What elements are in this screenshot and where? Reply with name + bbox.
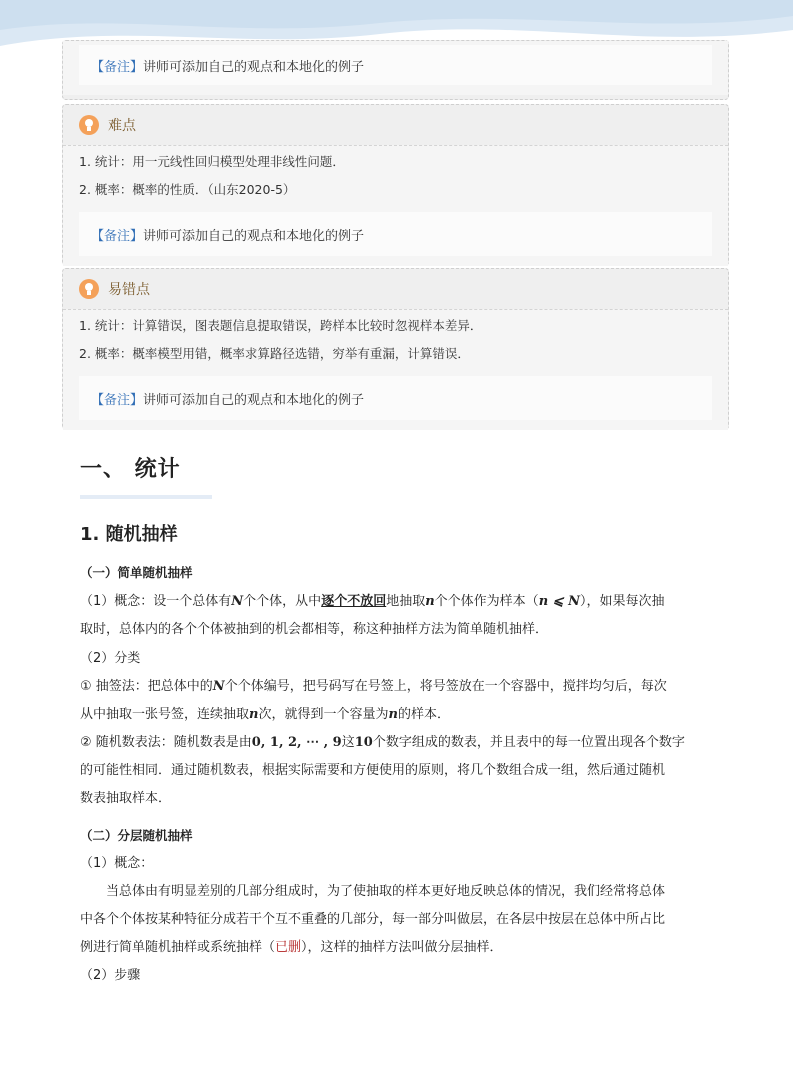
stratified-concept-label: （1）概念： — [80, 856, 154, 871]
difficulty-header — [63, 105, 728, 145]
mistakes-line-2: 2. 概率：概率模型用错，概率求算路径选错，穷举有重漏，计算错误． — [79, 346, 470, 361]
stratified-steps-label: （2）步骤 — [80, 968, 141, 983]
mistakes-body — [63, 309, 728, 430]
remark-panel-top-body — [63, 41, 728, 95]
random-table-paragraph: ② 随机数表法：随机数表是由0, 1, 2, ⋯ , 9这10个数字组成的数表，并且表中的每一位置出现各个数字 的可能性相同．通过随机数表，根据实际需要和方便使用的原则，将几个数组合成一组，然后通过随机 数表抽取样本． — [80, 735, 685, 806]
remark-text: 讲师可添加自己的观点和本地化的例子 — [143, 228, 365, 244]
difficulty-line-2: 2. 概率：概率的性质．（山东2020-5） — [79, 182, 296, 197]
mistakes-title: 易错点 — [108, 282, 150, 298]
simple-sampling-heading: （一）简单随机抽样 — [80, 565, 193, 580]
lottery-method-paragraph: ① 抽签法：把总体中的N个个体编号，把号码写在号签上，将号签放在一个容器中，搅拌均匀后，每次 从中抽取一张号签，连续抽取n次，就得到一个容量为n的样本． — [80, 679, 667, 722]
remark-text: 讲师可添加自己的观点和本地化的例子 — [143, 392, 365, 408]
mistakes-header — [63, 269, 728, 309]
remark-panel-top — [62, 40, 729, 100]
difficulty-title: 难点 — [108, 118, 136, 134]
subsection-title: 1. 随机抽样 — [80, 524, 178, 545]
difficulty-remark — [79, 212, 712, 256]
section-title: 一、 统计 — [80, 457, 181, 482]
difficulty-line-1: 1. 统计：用一元线性回归模型处理非线性问题． — [79, 154, 345, 169]
lightbulb-icon — [79, 279, 99, 299]
remark-text: 讲师可添加自己的观点和本地化的例子 — [143, 59, 365, 75]
simple-classification-label: （2）分类 — [80, 651, 141, 666]
simple-concept-paragraph: （1）概念：设一个总体有N个个体，从中逐个不放回地抽取n个个体作为样本（n ⩽ N），如果每次抽 取时，总体内的各个个体被抽到的机会都相等，称这种抽样方法为简单随机抽样． — [80, 594, 665, 637]
deleted-marker: 已删 — [275, 940, 302, 955]
remark-tag: 【备注】 — [91, 228, 144, 244]
mistakes-line-1: 1. 统计：计算错误，图表题信息提取错误，跨样本比较时忽视样本差异． — [79, 318, 483, 333]
remark-tag: 【备注】 — [91, 59, 144, 75]
remark-tag: 【备注】 — [91, 392, 144, 408]
mistakes-panel — [62, 268, 729, 430]
mistakes-remark — [79, 376, 712, 420]
section-title-underline — [80, 495, 212, 499]
stratified-sampling-heading: （二）分层随机抽样 — [80, 828, 193, 843]
difficulty-panel — [62, 104, 729, 266]
lightbulb-icon — [79, 115, 99, 135]
stratified-concept-paragraph: 当总体由有明显差别的几部分组成时，为了使抽取的样本更好地反映总体的情况，我们经常将总体 中各个个体按某种特征分成若干个互不重叠的几部分，每一部分叫做层，在各层中按层在总体中所占比 例进行简单随机抽样或系统抽样（已删），这样的抽样方法叫做分层抽样． — [80, 884, 666, 955]
difficulty-body — [63, 145, 728, 266]
remark-note — [79, 45, 712, 85]
